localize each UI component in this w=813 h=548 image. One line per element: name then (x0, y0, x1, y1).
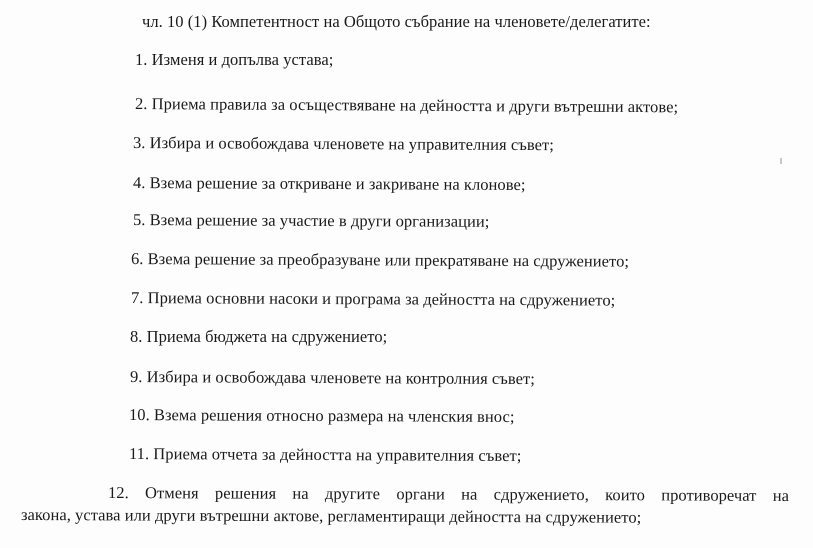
list-item: 3. Избира и освобождава членовете на управителния съвет; (132, 133, 554, 155)
list-item: 11. Приема отчета за дейността на управителния съвет; (128, 444, 522, 466)
list-item: 5. Взема решение за участие в други организации; (132, 210, 490, 231)
article-heading: чл. 10 (1) Компетентност на Общото събрание на членовете/делегатите: (142, 12, 651, 31)
list-item-12-line-2: закона, устава или други вътрешни актове, регламентиращи дейността на сдружението; (20, 505, 642, 527)
list-item: 9. Избира и освобождава членовете на контролния съвет; (129, 367, 535, 389)
list-item: 4. Взема решение за откриване и закриване на клонове; (132, 173, 526, 195)
list-item: 2. Приема правила за осъществяване на дейността и други вътрешни актове; (134, 94, 679, 117)
list-item: 6. Взема решение за преобразуване или прекратяване на сдружението; (130, 249, 630, 271)
list-item: 7. Приема основни насоки и програма за дейността на сдружението; (130, 288, 616, 310)
list-item: 1. Изменя и допълва устава; (135, 50, 334, 69)
list-item-12-line-1: 12. Отменя решения на другите органи на сдружението, които противоречат на (107, 483, 790, 505)
list-item: 10. Взема решения относно размера на членския внос; (128, 405, 515, 427)
scan-speck (780, 158, 782, 164)
list-item: 8. Приема бюджета на сдружението; (130, 327, 388, 346)
